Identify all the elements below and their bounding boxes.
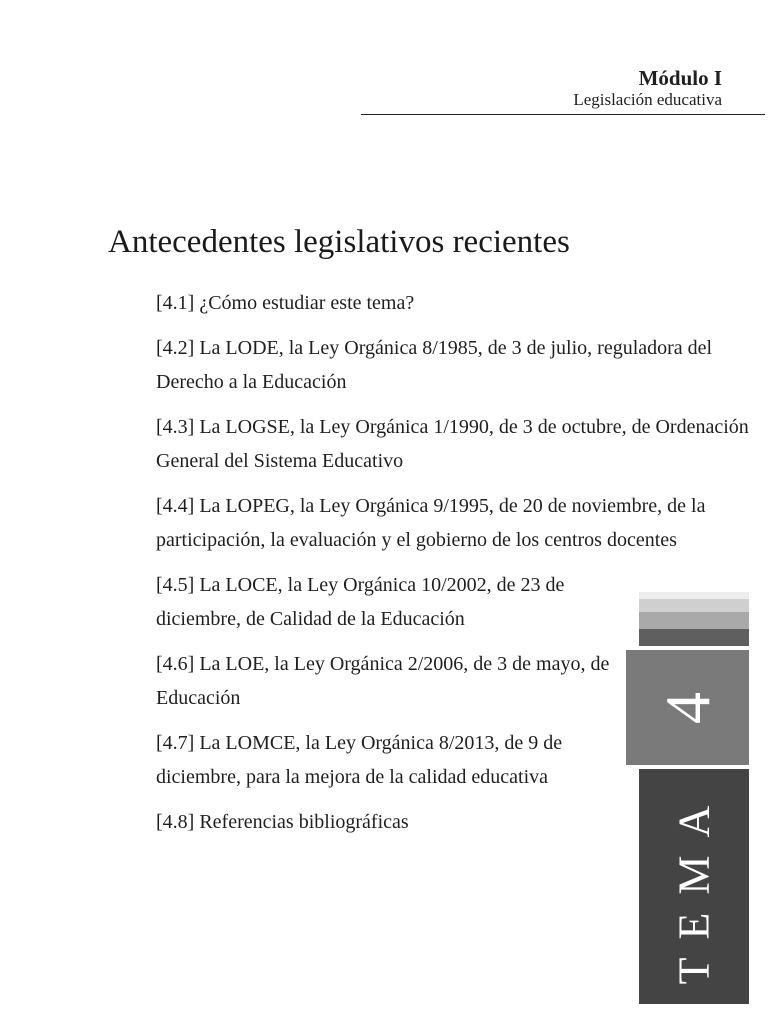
toc-item-4-6: [4.6] La LOE, la Ley Orgánica 2/2006, de 3 de mayo, de Educación — [156, 653, 610, 709]
tab-stripe-3 — [639, 612, 749, 629]
toc-item-4-1: [4.1] ¿Cómo estudiar este tema? — [156, 292, 415, 314]
tab-stripe-1 — [639, 592, 749, 599]
tab-stripe-4 — [639, 629, 749, 646]
chapter-number-box — [626, 650, 749, 765]
toc-item-4-2: [4.2] La LODE, la Ley Orgánica 8/1985, de 3 de julio, reguladora del Derecho a la Educación — [156, 337, 713, 393]
module-title: Módulo I — [638, 66, 722, 90]
toc-item-4-7: [4.7] La LOMCE, la Ley Orgánica 8/2013, de 9 de diciembre, para la mejora de la calidad educativa — [156, 732, 563, 788]
toc-item-4-5: [4.5] La LOCE, la Ley Orgánica 10/2002, de 23 de diciembre, de Calidad de la Educación — [156, 574, 565, 630]
module-subtitle: Legislación educativa — [573, 90, 722, 109]
chapter-number: 4 — [651, 691, 723, 724]
module-header — [573, 66, 722, 110]
toc-item-4-8: [4.8] Referencias bibliográficas — [156, 811, 409, 833]
toc-item-4-3: [4.3] La LOGSE, la Ley Orgánica 1/1990, de 3 de octubre, de Ordenación General del Sistema Educativo — [156, 416, 749, 472]
table-of-contents — [156, 286, 754, 850]
toc-item-4-4: [4.4] La LOPEG, la Ley Orgánica 9/1995, de 20 de noviembre, de la participación, la evaluación y el gobierno de los centros docentes — [156, 495, 706, 551]
chapter-label: TEMA — [669, 787, 719, 985]
page-title: Antecedentes legislativos recientes — [108, 224, 570, 260]
header-divider — [361, 114, 765, 115]
tab-stripe-2 — [639, 599, 749, 612]
